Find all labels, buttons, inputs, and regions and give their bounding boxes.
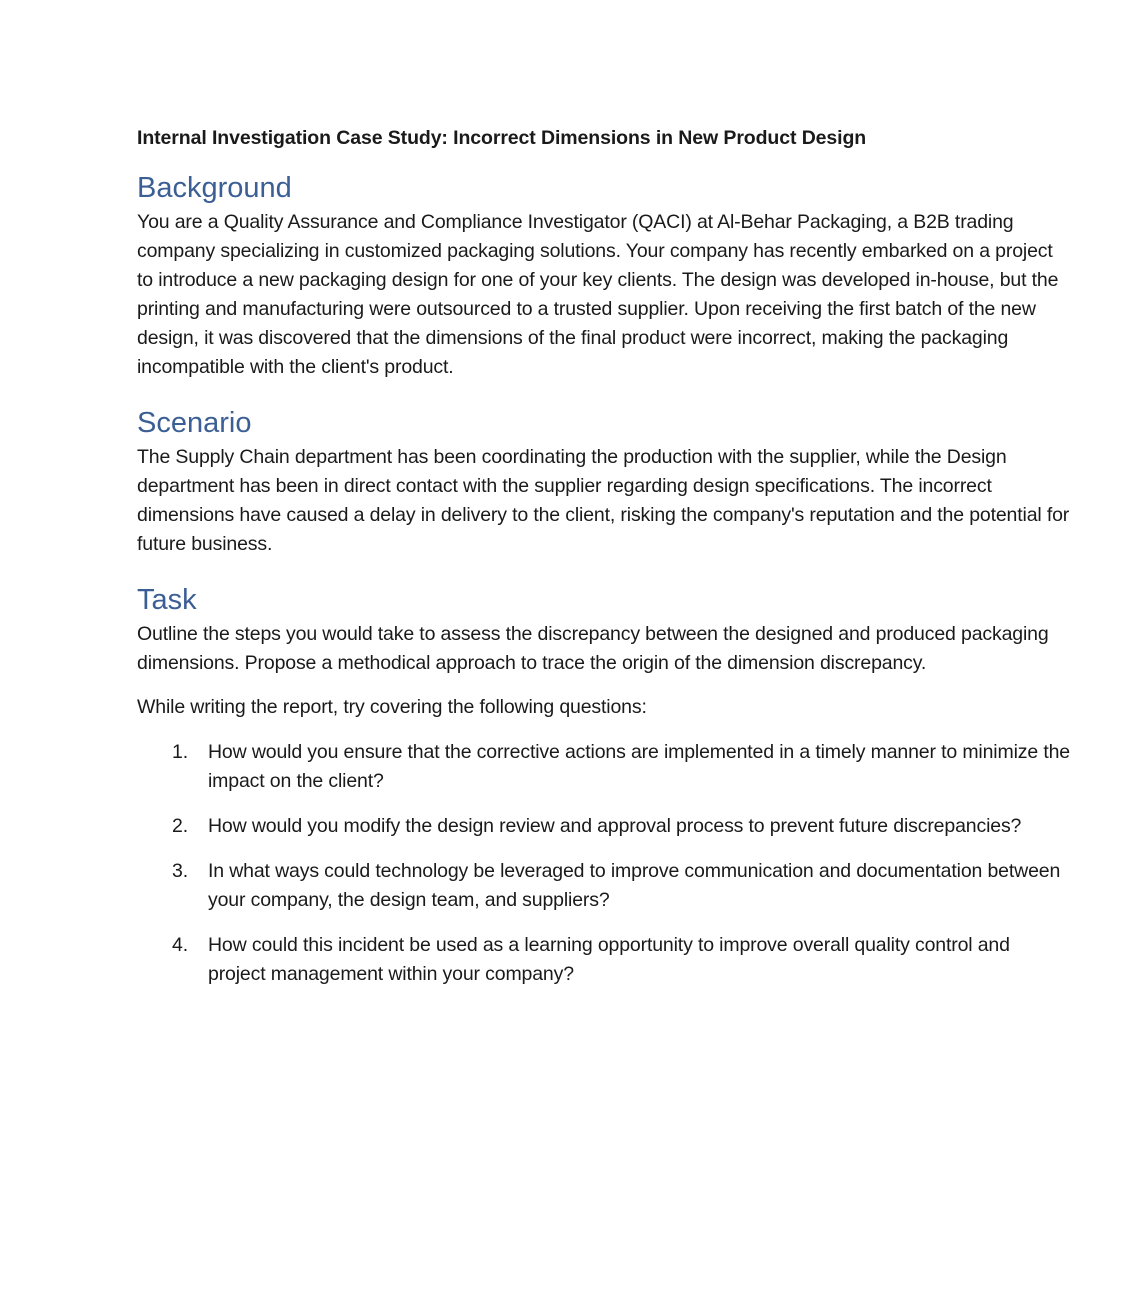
task-intro: While writing the report, try covering the following questions: (137, 696, 647, 718)
list-item-number: 3. (172, 860, 188, 882)
list-item-text: How would you ensure that the corrective actions are implemented in a timely manner to minimize the impact on the client? (208, 741, 1070, 792)
background-heading: Background (137, 172, 292, 204)
list-item (137, 738, 1072, 796)
list-item-text: How could this incident be used as a learning opportunity to improve overall quality control and project management within your company? (208, 934, 1010, 985)
list-item-text: In what ways could technology be leveraged to improve communication and documentation between your company, the design team, and suppliers? (208, 860, 1061, 911)
background-paragraph: You are a Quality Assurance and Compliance Investigator (QACI) at Al-Behar Packaging, a B2B trading company specializing in customized packaging solutions. Your company has recently embarked on a project to introduce a new packaging design for one of your key clients. The design was developed in-house, but the printing and manufacturing were outsourced to a trusted supplier. Upon receiving the first batch of the new design, it was discovered that the dimensions of the final product were incorrect, making the packaging incompatible with the client's product. (137, 211, 1059, 378)
scenario-paragraph: The Supply Chain department has been coordinating the production with the supplier, while the Design department has been in direct contact with the supplier regarding design specifications. The incorrect dimensions have caused a delay in delivery to the client, risking the company's reputation and the potential for future business. (137, 446, 1070, 555)
list-item-number: 2. (172, 815, 188, 837)
task-paragraph: Outline the steps you would take to assess the discrepancy between the designed and produced packaging dimensions. Propose a methodical approach to trace the origin of the dimension discrepancy. (137, 623, 1049, 674)
list-item-number: 1. (172, 741, 188, 763)
question-list (137, 738, 1072, 989)
list-item (137, 857, 1072, 915)
list-item-text: How would you modify the design review and approval process to prevent future discrepancies? (208, 815, 1022, 837)
scenario-heading: Scenario (137, 407, 252, 439)
list-item (137, 931, 1072, 989)
document-title: Internal Investigation Case Study: Incorrect Dimensions in New Product Design (137, 127, 867, 149)
task-heading: Task (137, 584, 197, 616)
document-page (137, 124, 1072, 1005)
list-item (137, 812, 1072, 841)
list-item-number: 4. (172, 934, 188, 956)
